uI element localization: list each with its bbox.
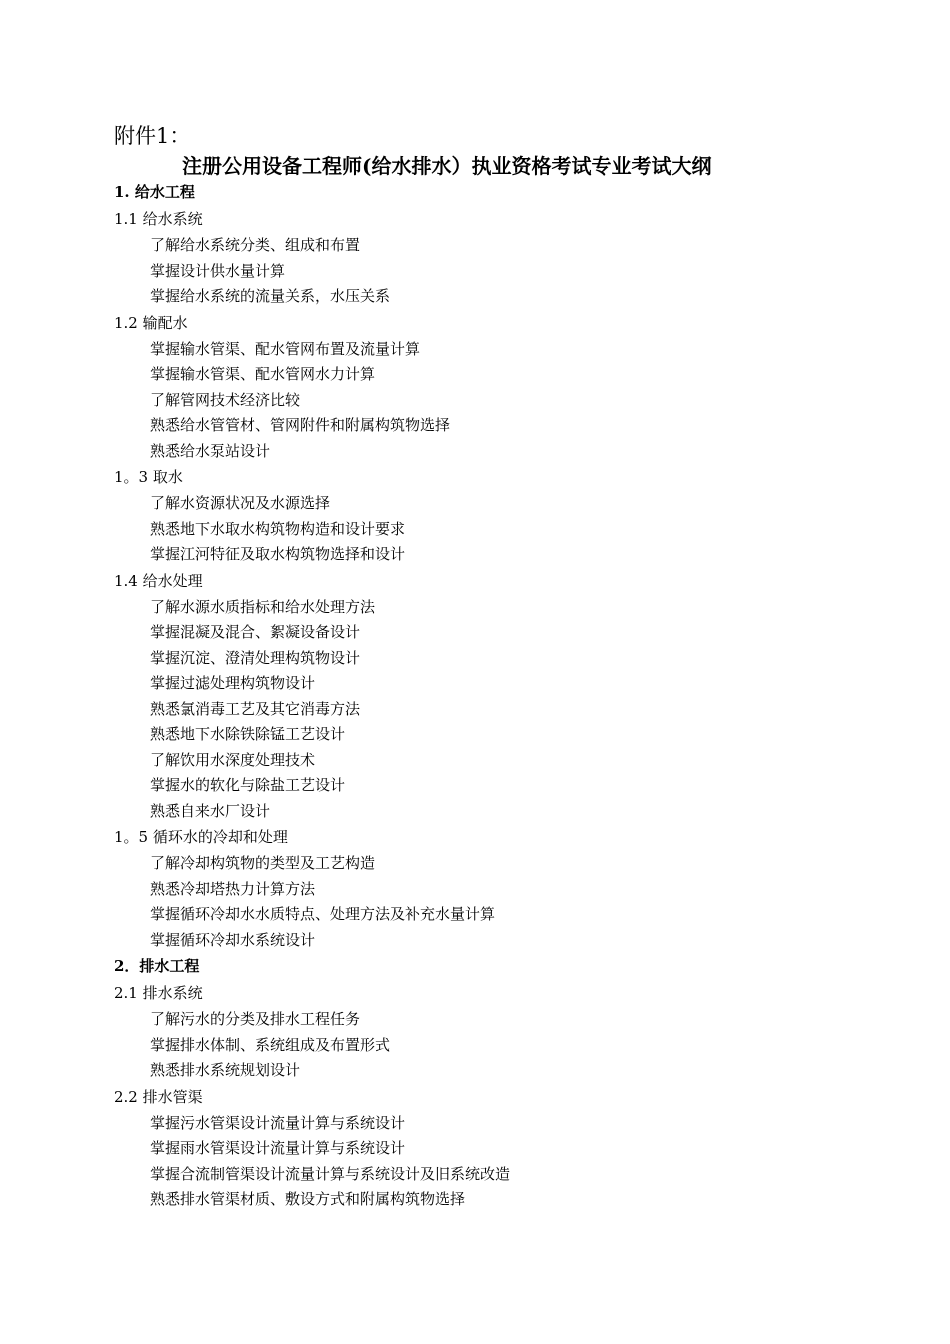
- list-item: 了解水源水质指标和给水处理方法: [150, 597, 376, 616]
- list-item: 掌握输水管渠、配水管网布置及流量计算: [150, 339, 421, 358]
- subsection-heading: 1。5 循环水的冷却和处理: [114, 828, 288, 846]
- list-item: 了解饮用水深度处理技术: [150, 750, 316, 769]
- list-item: 掌握排水体制、系统组成及布置形式: [150, 1035, 391, 1054]
- list-item: 熟悉氯消毒工艺及其它消毒方法: [150, 699, 361, 718]
- list-item: 了解给水系统分类、组成和布置: [150, 236, 361, 254]
- list-item: 掌握沉淀、澄清处理构筑物设计: [150, 648, 361, 667]
- list-item: 熟悉地下水取水构筑物构造和设计要求: [150, 519, 406, 538]
- list-item: 熟悉地下水除铁除锰工艺设计: [150, 725, 346, 743]
- list-item: 掌握混凝及混合、絮凝设备设计: [150, 623, 361, 641]
- document-title: 注册公用设备工程师(给水排水）执业资格考试专业考试大纲: [182, 154, 712, 178]
- section-heading: 2．排水工程: [114, 957, 200, 975]
- list-item: 掌握水的软化与除盐工艺设计: [150, 776, 346, 794]
- list-item: 掌握过滤处理构筑物设计: [150, 674, 316, 692]
- list-item: 熟悉自来水厂设计: [150, 801, 271, 820]
- list-item: 掌握污水管渠设计流量计算与系统设计: [150, 1113, 406, 1132]
- list-item: 了解污水的分类及排水工程任务: [150, 1010, 361, 1028]
- exam-outline: [114, 179, 874, 1213]
- subsection-heading: 2.1 排水系统: [114, 984, 203, 1002]
- subsection-heading: 1.1 给水系统: [114, 210, 203, 228]
- list-item: 熟悉冷却塔热力计算方法: [150, 879, 316, 898]
- list-item: 掌握合流制管渠设计流量计算与系统设计及旧系统改造: [150, 1164, 511, 1183]
- list-item: 了解管网技术经济比较: [150, 390, 301, 409]
- list-item: 掌握循环冷却水系统设计: [150, 930, 316, 949]
- list-item: 掌握给水系统的流量关系，水压关系: [150, 287, 391, 305]
- subsection-heading: 1.2 输配水: [114, 313, 188, 332]
- list-item: 熟悉给水泵站设计: [150, 441, 271, 460]
- list-item: 掌握设计供水量计算: [150, 261, 286, 280]
- subsection-heading: 1。3 取水: [114, 468, 183, 486]
- subsection-heading: 1.4 给水处理: [114, 571, 203, 590]
- list-item: 熟悉给水管管材、管网附件和附属构筑物选择: [150, 416, 451, 434]
- list-item: 掌握输水管渠、配水管网水力计算: [150, 365, 376, 383]
- list-item: 掌握雨水管渠设计流量计算与系统设计: [150, 1139, 406, 1157]
- list-item: 掌握江河特征及取水构筑物选择和设计: [150, 545, 406, 563]
- list-item: 了解冷却构筑物的类型及工艺构造: [150, 854, 376, 872]
- list-item: 熟悉排水系统规划设计: [150, 1061, 301, 1079]
- attachment-label: 附件1：: [114, 124, 191, 148]
- subsection-heading: 2.2 排水管渠: [114, 1087, 203, 1106]
- list-item: 熟悉排水管渠材质、敷设方式和附属构筑物选择: [150, 1190, 466, 1208]
- list-item: 掌握循环冷却水水质特点、处理方法及补充水量计算: [150, 905, 496, 923]
- list-item: 了解水资源状况及水源选择: [150, 494, 331, 512]
- section-heading: 1. 给水工程: [114, 183, 195, 201]
